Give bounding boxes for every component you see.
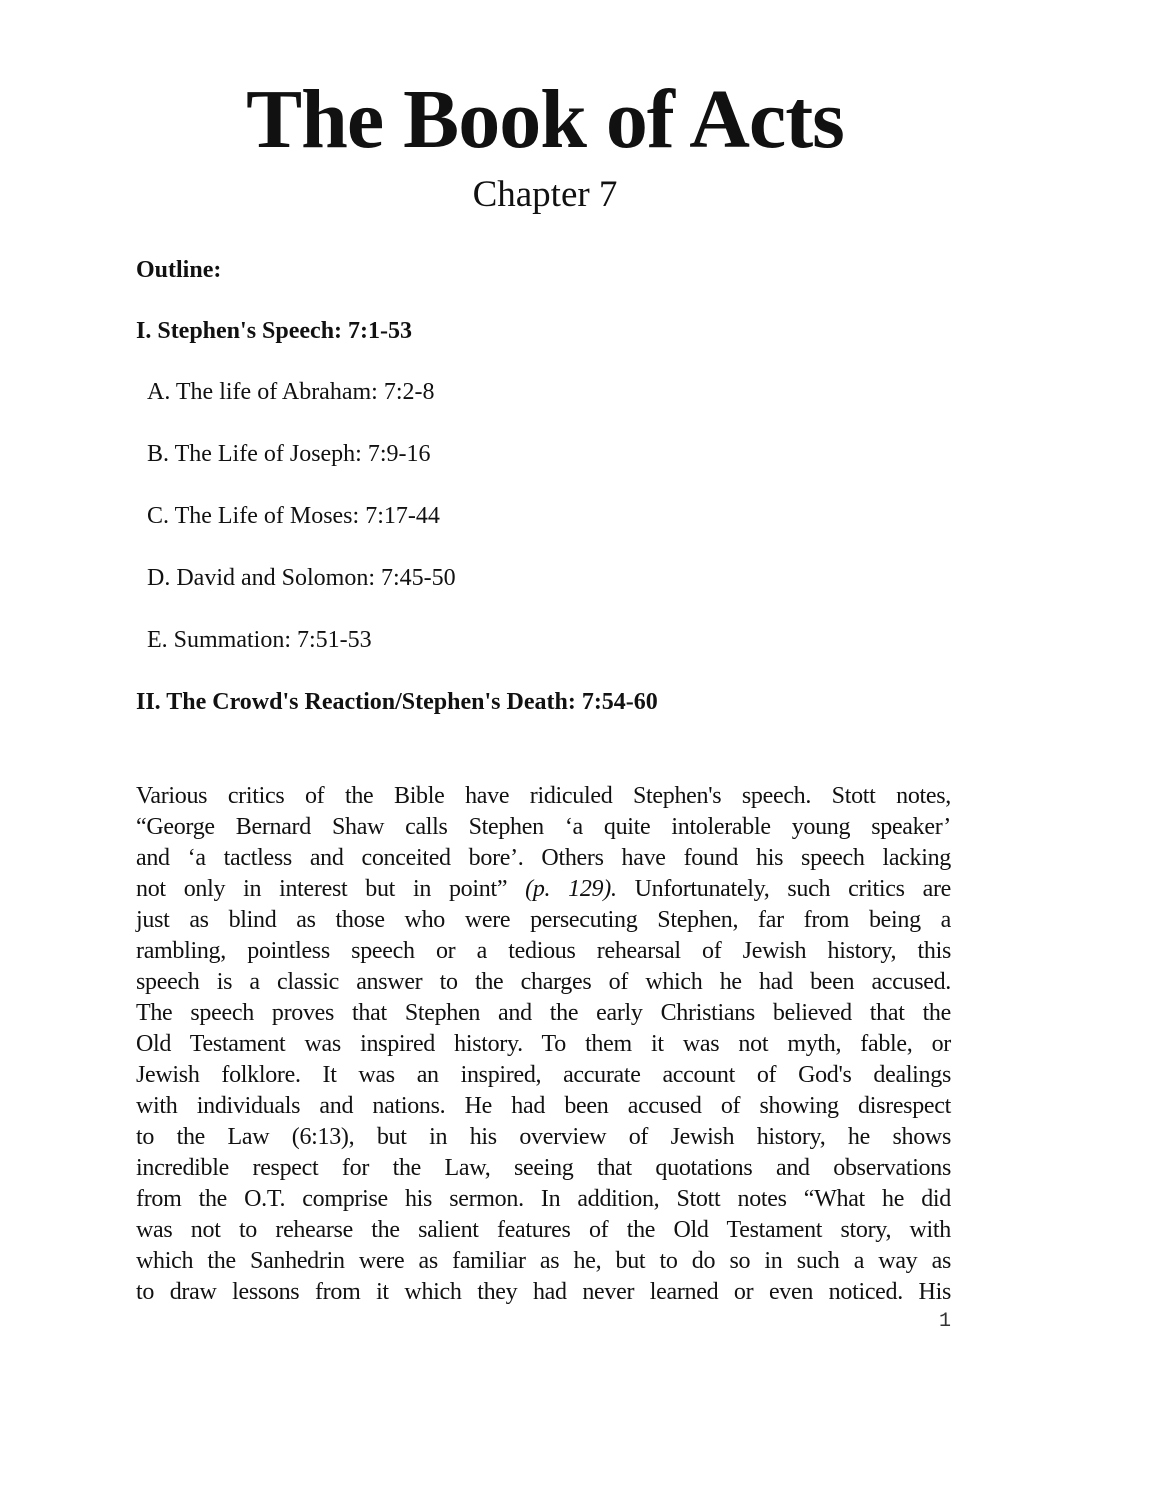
body-paragraph [136,781,951,1308]
body-line: Jewish folklore. It was an inspired, accurate account of God's dealings [136,1062,951,1088]
body-line: with individuals and nations. He had been accused of showing disrespect [136,1093,951,1119]
outline-section-2: II. The Crowd's Reaction/Stephen's Death: 7:54-60 [136,689,658,715]
body-line: Old Testament was inspired history. To them it was not myth, fable, or [136,1031,951,1057]
body-line: from the O.T. comprise his sermon. In addition, Stott notes “What he did [136,1186,951,1212]
outline-item: E. Summation: 7:51-53 [147,627,372,653]
body-line-with-citation [136,874,951,905]
document-title: The Book of Acts [246,73,844,166]
body-line: just as blind as those who were persecuting Stephen, far from being a [136,907,951,933]
body-line: rambling, pointless speech or a tedious rehearsal of Jewish history, this [136,938,951,964]
body-line: Various critics of the Bible have ridiculed Stephen's speech. Stott notes, [136,783,951,809]
body-line: which the Sanhedrin were as familiar as he, but to do so in such a way as [136,1248,951,1274]
body-line: speech is a classic answer to the charges of which he had been accused. [136,969,951,995]
body-line: to the Law (6:13), but in his overview of Jewish history, he shows [136,1124,951,1150]
body-line: The speech proves that Stephen and the early Christians believed that the [136,1000,951,1026]
page-number: 1 [938,1310,951,1333]
outline-item: B. The Life of Joseph: 7:9-16 [147,441,431,467]
outline-item: C. The Life of Moses: 7:17-44 [147,503,440,529]
chapter-subtitle: Chapter 7 [472,174,618,215]
outline-heading: Outline: [136,257,222,283]
body-line: was not to rehearse the salient features of the Old Testament story, with [136,1217,951,1243]
body-line: “George Bernard Shaw calls Stephen ‘a quite intolerable young speaker’ [136,814,951,840]
body-line: to draw lessons from it which they had never learned or even noticed. His [136,1279,951,1305]
citation: (p. 129). [525,876,617,902]
body-text: not only in interest but in point” [136,876,508,902]
body-line: and ‘a tactless and conceited bore’. Others have found his speech lacking [136,845,951,871]
outline-item: A. The life of Abraham: 7:2-8 [147,379,435,405]
outline-item: D. David and Solomon: 7:45-50 [147,565,456,591]
body-text: Unfortunately, such critics are [634,876,951,902]
body-line: incredible respect for the Law, seeing that quotations and observations [136,1155,951,1181]
outline-section-1: I. Stephen's Speech: 7:1-53 [136,318,413,344]
